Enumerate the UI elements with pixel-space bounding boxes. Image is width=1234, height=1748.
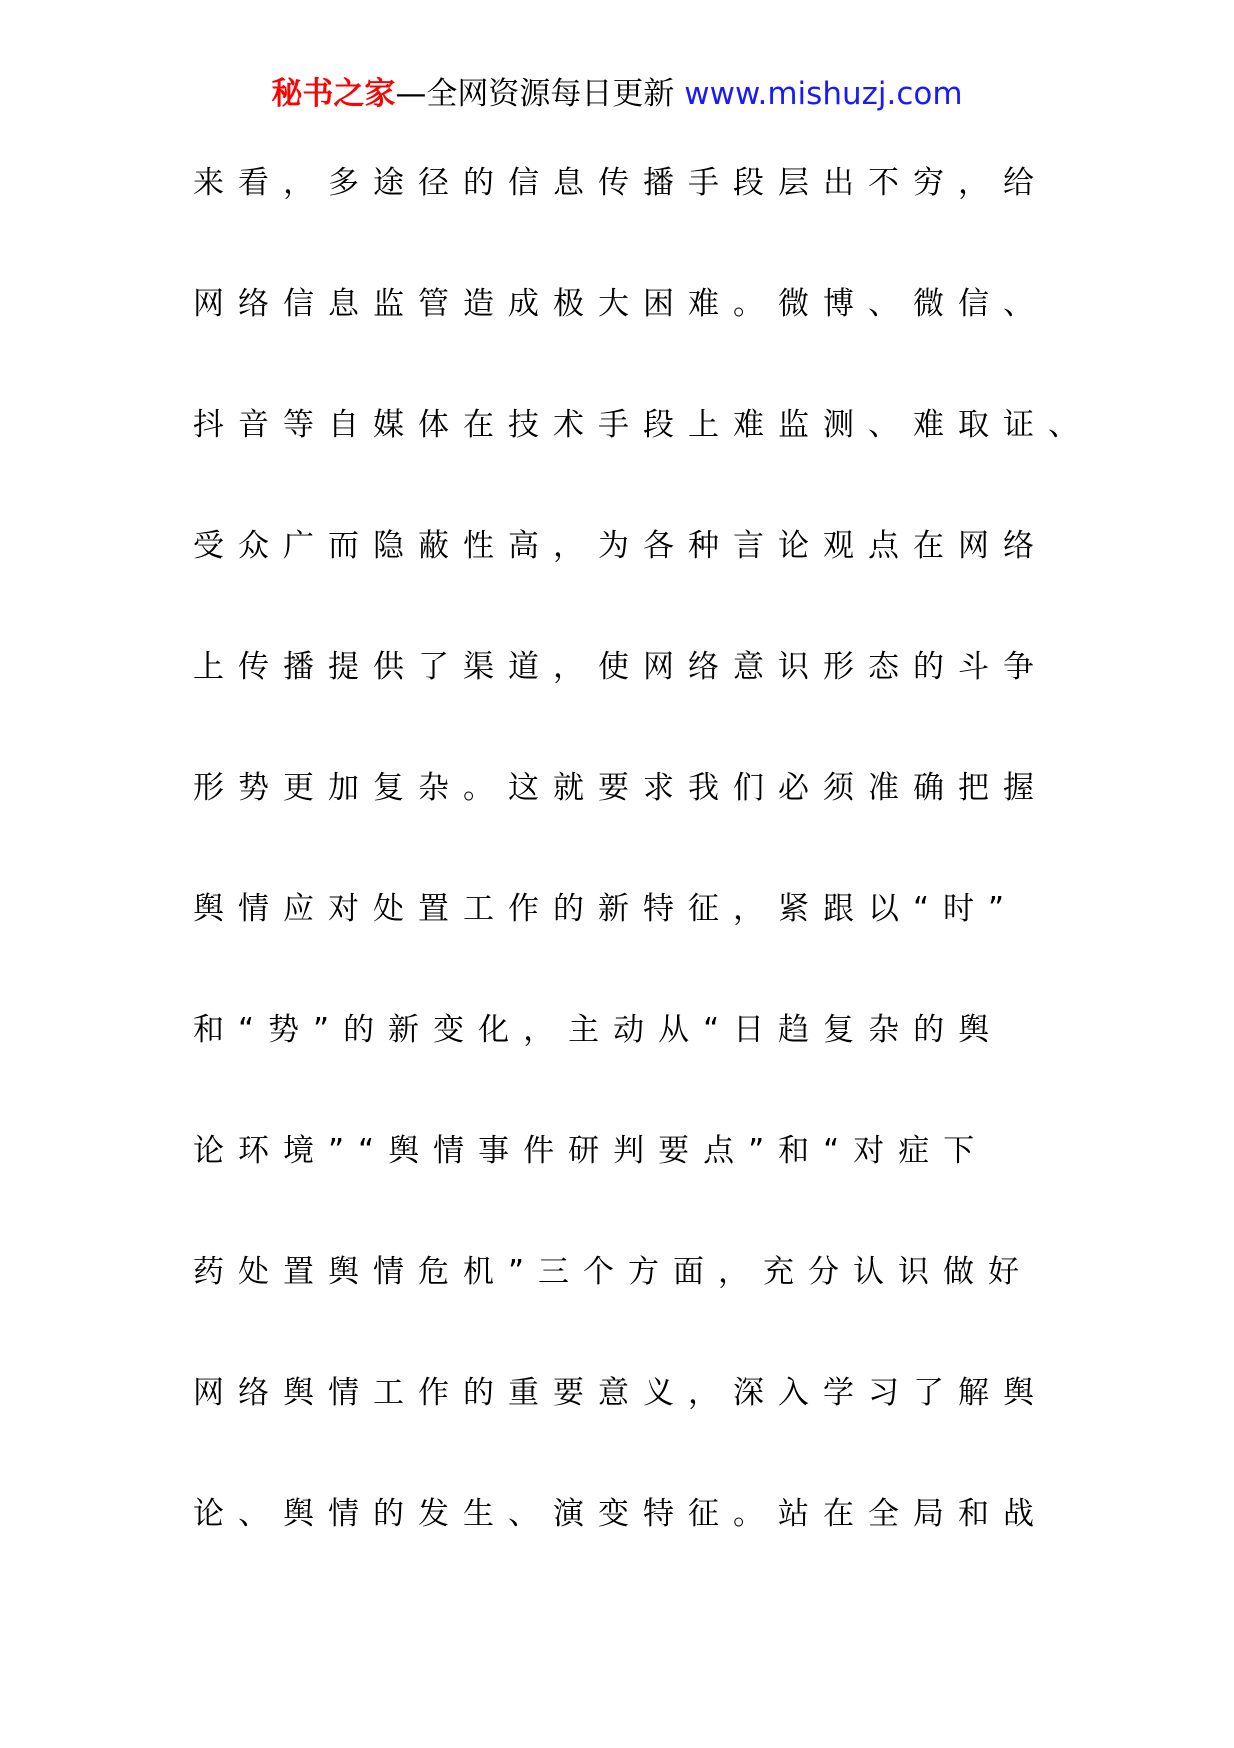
brand-name: 秘书之家 — [271, 76, 396, 112]
paragraph-line: 形势更加复杂。这就要求我们必须准确把握 — [193, 770, 1048, 806]
paragraph-line: 和“势”的新变化，主动从“日趋复杂的舆 — [193, 1012, 1004, 1048]
paragraph-line: 舆情应对处置工作的新特征，紧跟以“时” — [193, 891, 1019, 927]
paragraph-line: 上传播提供了渠道，使网络意识形态的斗争 — [193, 649, 1048, 685]
paragraph-line: 论、舆情的发生、演变特征。站在全局和战 — [193, 1496, 1048, 1532]
paragraph-line: 抖音等自媒体在技术手段上难监测、难取证、 — [193, 407, 1093, 443]
paragraph-line: 药处置舆情危机”三个方面，充分认识做好 — [193, 1254, 1034, 1290]
document-body — [193, 156, 1093, 1608]
paragraph-line: 论环境”“舆情事件研判要点”和“对症下 — [193, 1133, 989, 1169]
paragraph-line: 受众广而隐蔽性高，为各种言论观点在网络 — [193, 528, 1048, 564]
paragraph-line: 网络信息监管造成极大困难。微博、微信、 — [193, 286, 1048, 322]
website-link[interactable]: www.mishuzj.com — [684, 76, 963, 112]
paragraph-line: 来看，多途径的信息传播手段层出不穷，给 — [193, 165, 1048, 201]
page-header — [0, 72, 1234, 116]
header-tagline: —全网资源每日更新 — [395, 76, 685, 112]
paragraph-line: 网络舆情工作的重要意义，深入学习了解舆 — [193, 1375, 1048, 1411]
